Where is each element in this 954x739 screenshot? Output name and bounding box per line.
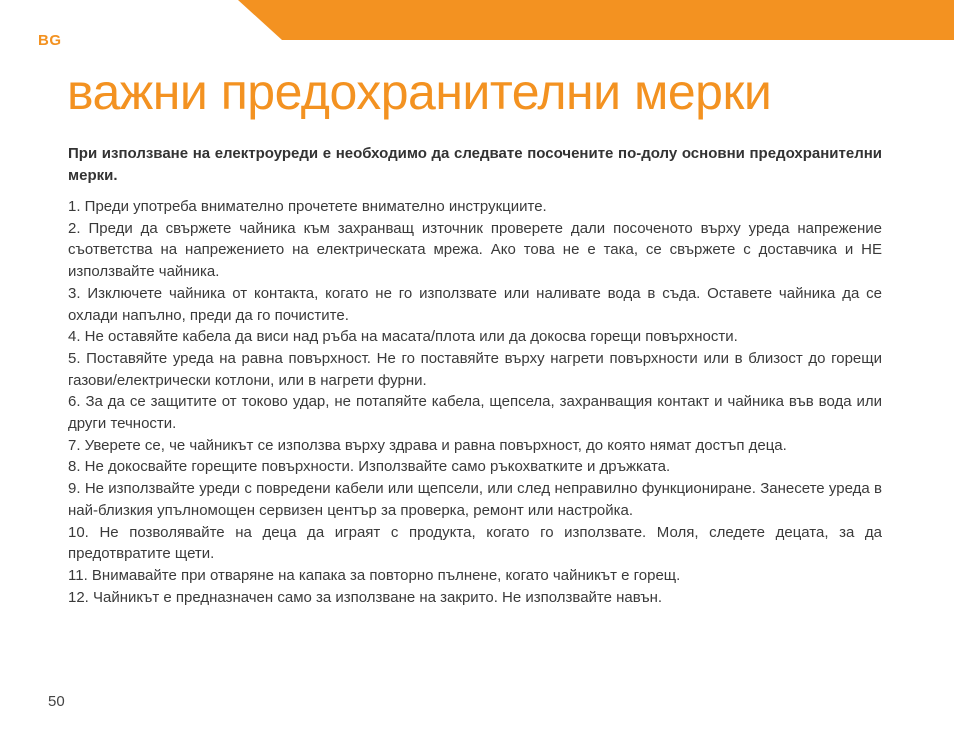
list-item: 5. Поставяйте уреда на равна повърхност. Не го поставяйте върху нагрети повърхности или в близост до горещи газови/електрически котлони, или в нагрети фурни.	[68, 349, 882, 389]
list-item: 2. Преди да свържете чайника към захранващ източник проверете дали посоченото върху уреда напрежение съответства на напрежението на електрическата мрежа. Ако това не е така, се свържете с доставчика и НЕ използвайте чайника.	[68, 219, 882, 281]
header-accent-band	[238, 0, 954, 40]
list-item: 12. Чайникът е предназначен само за използване на закрито. Не използвайте навън.	[68, 588, 663, 606]
list-item: 3. Изключете чайника от контакта, когато не го използвате или наливате вода в съда. Оставете чайника да се охлади напълно, преди да го почистите.	[68, 284, 882, 324]
safety-list	[68, 196, 882, 608]
list-item: 8. Не докосвайте горещите повърхности. Използвайте само ръкохватките и дръжката.	[68, 458, 671, 476]
list-item: 6. За да се защитите от токово удар, не потапяйте кабела, щепсела, захранващия контакт и чайника във вода или други течности.	[68, 393, 882, 433]
list-item: 10. Не позволявайте на деца да играят с продукта, когато го използвате. Моля, следете децата, за да предотвратите щети.	[68, 523, 882, 563]
list-item: 9. Не използвайте уреди с повредени кабели или щепсели, или след неправилно функциониране. Занесете уреда в най-близкия упълномощен сервизен център за проверка, ремонт или настройка.	[68, 480, 882, 519]
list-item: 1. Преди употреба внимателно прочетете внимателно инструкциите.	[68, 198, 547, 215]
list-item: 7. Уверете се, че чайникът се използва върху здрава и равна повърхност, до която нямат достъп деца.	[68, 436, 787, 454]
list-item: 4. Не оставяйте кабела да виси над ръба на масата/плота или да докосва горещи повърхности.	[68, 328, 738, 346]
page-number: 50	[48, 693, 65, 710]
page-title: важни предохранителни мерки	[67, 64, 772, 120]
list-item: 11. Внимавайте при отваряне на капака за повторно пълнене, когато чайникът е горещ.	[68, 566, 681, 584]
language-code: BG	[38, 32, 62, 49]
intro-text: При използване на електроуреди е необходимо да следвате посочените по-долу основни предохранителни мерки.	[68, 145, 882, 184]
